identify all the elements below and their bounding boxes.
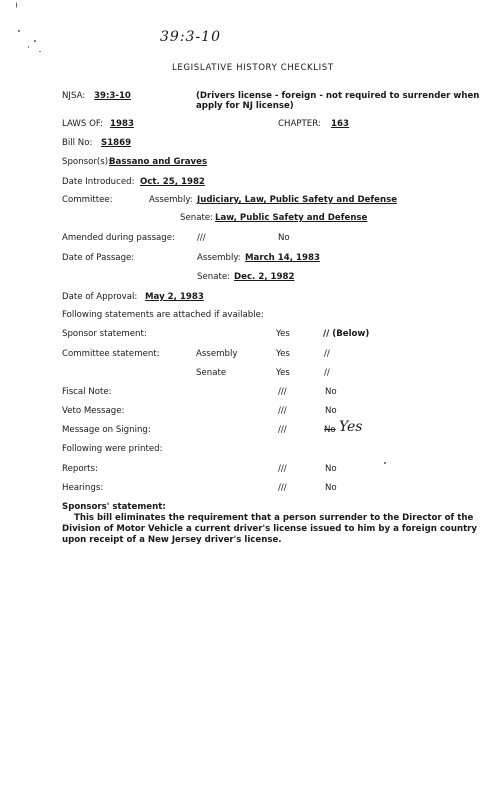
sponsors-statement-line3: upon receipt of a New Jersey driver's license.	[62, 535, 282, 545]
message-on-signing-marks: ///	[278, 425, 287, 435]
laws-of-label: LAWS OF:	[62, 119, 104, 129]
scan-speck	[39, 51, 41, 52]
committee-statement-assembly-mark: //	[324, 349, 330, 359]
chapter-label: CHAPTER:	[278, 119, 321, 129]
sponsors-statement-line1: This bill eliminates the requirement that a person surrender to the Director of the	[74, 513, 474, 523]
committee-senate-label: Senate:	[180, 213, 214, 223]
committee-statement-senate: Senate	[196, 368, 227, 378]
handwritten-statute-number: 39:3-10	[160, 29, 221, 45]
approval-value: May 2, 1983	[145, 292, 204, 302]
hearings-label: Hearings:	[62, 483, 104, 493]
bill-description-line2: apply for NJ license)	[196, 101, 294, 111]
chapter-value: 163	[331, 119, 349, 129]
veto-message-value: No	[325, 406, 337, 416]
njsa-value: 39:3-10	[94, 91, 131, 101]
veto-message-label: Veto Message:	[62, 406, 125, 416]
sponsors-value: Bassano and Graves	[109, 157, 208, 167]
hearings-marks: ///	[278, 483, 287, 493]
sponsor-statement-mark: // (Below)	[323, 329, 370, 339]
approval-label: Date of Approval:	[62, 292, 138, 302]
hearings-value: No	[325, 483, 337, 493]
message-on-signing-label: Message on Signing:	[62, 425, 151, 435]
passage-assembly-value: March 14, 1983	[245, 253, 320, 263]
message-on-signing-struck-value: No	[324, 425, 336, 435]
reports-value: No	[325, 464, 337, 474]
fiscal-note-label: Fiscal Note:	[62, 387, 112, 397]
amended-value: No	[278, 233, 290, 243]
veto-message-marks: ///	[278, 406, 287, 416]
committee-assembly-value: Judiciary, Law, Public Safety and Defense	[197, 195, 398, 205]
committee-assembly-label: Assembly:	[149, 195, 193, 205]
introduced-label: Date Introduced:	[62, 177, 135, 187]
passage-assembly-label: Assembly:	[197, 253, 241, 263]
passage-senate-value: Dec. 2, 1982	[234, 272, 295, 282]
bill-description-line1: (Drivers license - foreign - not required to surrender when	[196, 91, 480, 101]
passage-label: Date of Passage:	[62, 253, 135, 263]
reports-marks: ///	[278, 464, 287, 474]
sponsors-statement-heading: Sponsors' statement:	[62, 502, 166, 512]
passage-senate-label: Senate:	[197, 272, 231, 282]
committee-statement-label: Committee statement:	[62, 349, 160, 359]
committee-statement-assembly-yes: Yes	[276, 349, 290, 359]
scan-speck	[34, 40, 36, 42]
sponsors-label: Sponsor(s):	[62, 157, 111, 167]
introduced-value: Oct. 25, 1982	[140, 177, 205, 187]
sponsors-statement-line2: Division of Motor Vehicle a current driver's license issued to him by a foreign country	[62, 524, 478, 534]
page-title: LEGISLATIVE HISTORY CHECKLIST	[172, 63, 334, 73]
scan-speck	[18, 30, 20, 32]
reports-label: Reports:	[62, 464, 98, 474]
committee-statement-senate-mark: //	[324, 368, 330, 378]
bill-value: S1869	[101, 138, 132, 148]
bill-label: Bill No:	[62, 138, 93, 148]
committee-label: Committee:	[62, 195, 113, 205]
sponsor-statement-yes: Yes	[276, 329, 290, 339]
scan-speck	[28, 46, 29, 48]
sponsor-statement-label: Sponsor statement:	[62, 329, 147, 339]
committee-statement-senate-yes: Yes	[276, 368, 290, 378]
message-on-signing-handwritten-value: Yes	[339, 419, 363, 435]
scan-speck	[384, 462, 386, 464]
fiscal-note-value: No	[325, 387, 337, 397]
printed-intro: Following were printed:	[62, 444, 163, 454]
scan-speck	[16, 2, 17, 8]
committee-senate-value: Law, Public Safety and Defense	[215, 213, 368, 223]
statements-intro: Following statements are attached if available:	[62, 310, 264, 320]
njsa-label: NJSA:	[62, 91, 86, 101]
fiscal-note-marks: ///	[278, 387, 287, 397]
amended-label: Amended during passage:	[62, 233, 175, 243]
committee-statement-assembly: Assembly	[196, 349, 238, 359]
laws-of-value: 1983	[110, 119, 134, 129]
amended-marks: ///	[197, 233, 206, 243]
